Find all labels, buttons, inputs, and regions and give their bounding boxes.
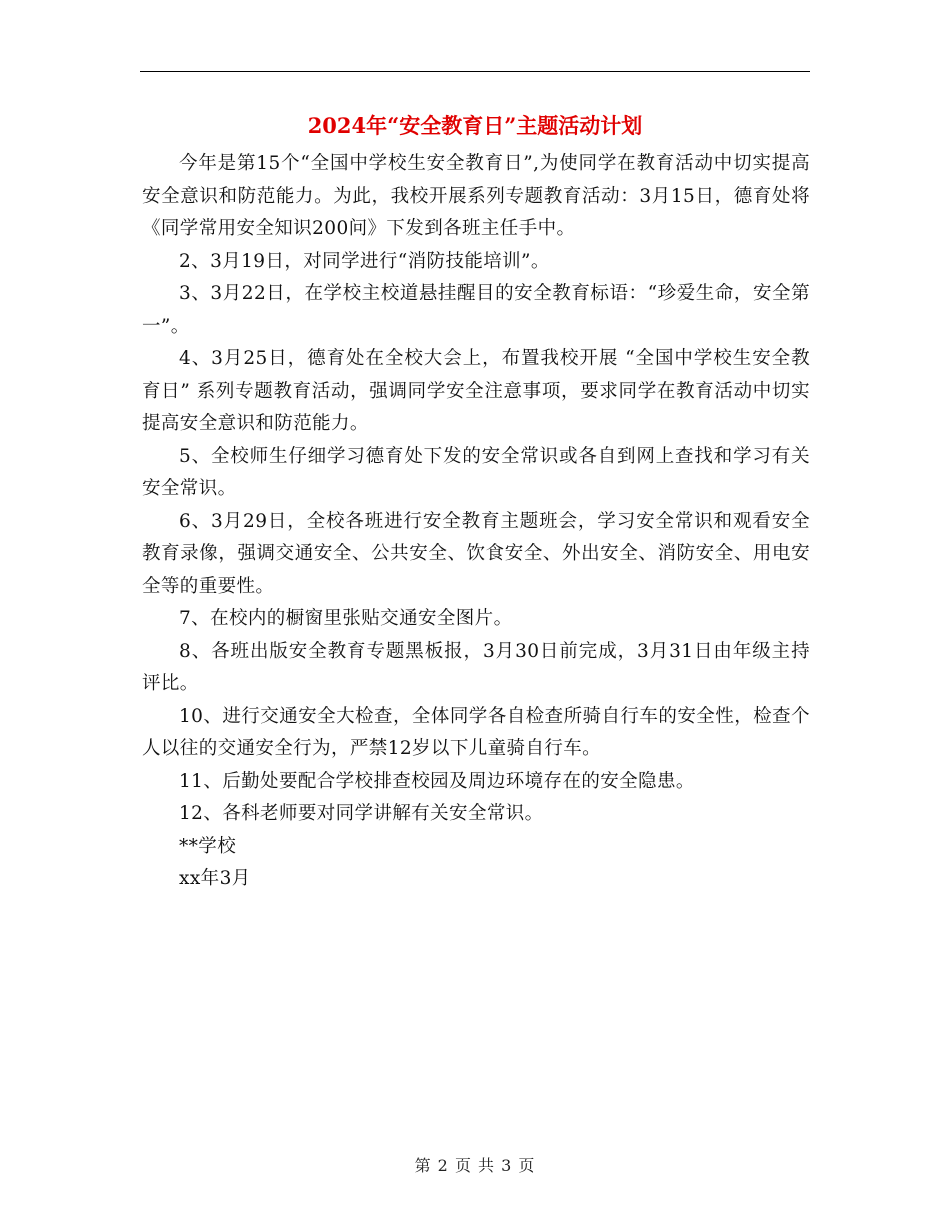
paragraph-intro: 今年是第15个“全国中学校生安全教育日”,为使同学在教育活动中切实提高安全意识和防范能力。为此，我校开展系列专题教育活动：3月15日，德育处将《同学常用安全知识200问》下发到各班主任手中。 xyxy=(142,153,810,239)
page-number: 第 2 页 共 3 页 xyxy=(414,1156,536,1175)
paragraph-item-3: 3、3月22日，在学校主校道悬挂醒目的安全教育标语：“珍爱生命，安全第一”。 xyxy=(142,283,810,337)
document-body xyxy=(142,148,810,896)
paragraph-item-12: 12、各科老师要对同学讲解有关安全常识。 xyxy=(179,803,544,824)
document-date: xx年3月 xyxy=(179,868,251,889)
signature: **学校 xyxy=(179,835,237,857)
paragraph-item-7: 7、在校内的橱窗里张贴交通安全图片。 xyxy=(179,608,513,629)
paragraph-item-8: 8、各班出版安全教育专题黑板报，3月30日前完成，3月31日由年级主持评比。 xyxy=(142,640,810,694)
paragraph-item-2: 2、3月19日，对同学进行“消防技能培训”。 xyxy=(179,250,550,272)
paragraph-item-10: 10、进行交通安全大检查，全体同学各自检查所骑自行车的安全性，检查个人以往的交通安全行为，严禁12岁以下儿童骑自行车。 xyxy=(142,705,810,759)
paragraph-item-11: 11、后勤处要配合学校排查校园及周边环境存在的安全隐患。 xyxy=(179,770,695,792)
document-title: 2024年“安全教育日”主题活动计划 xyxy=(307,113,643,138)
paragraph-item-5: 5、全校师生仔细学习德育处下发的安全常识或各自到网上查找和学习有关安全常识。 xyxy=(142,445,810,499)
paragraph-item-4: 4、3月25日，德育处在全校大会上，布置我校开展 “全国中学校生安全教育日” 系列专题教育活动，强调同学安全注意事项，要求同学在教育活动中切实提高安全意识和防范能力。 xyxy=(142,348,810,434)
paragraph-item-6: 6、3月29日，全校各班进行安全教育主题班会，学习安全常识和观看安全教育录像，强调交通安全、公共安全、饮食安全、外出安全、消防安全、用电安全等的重要性。 xyxy=(142,510,810,597)
header-rule xyxy=(140,71,810,72)
